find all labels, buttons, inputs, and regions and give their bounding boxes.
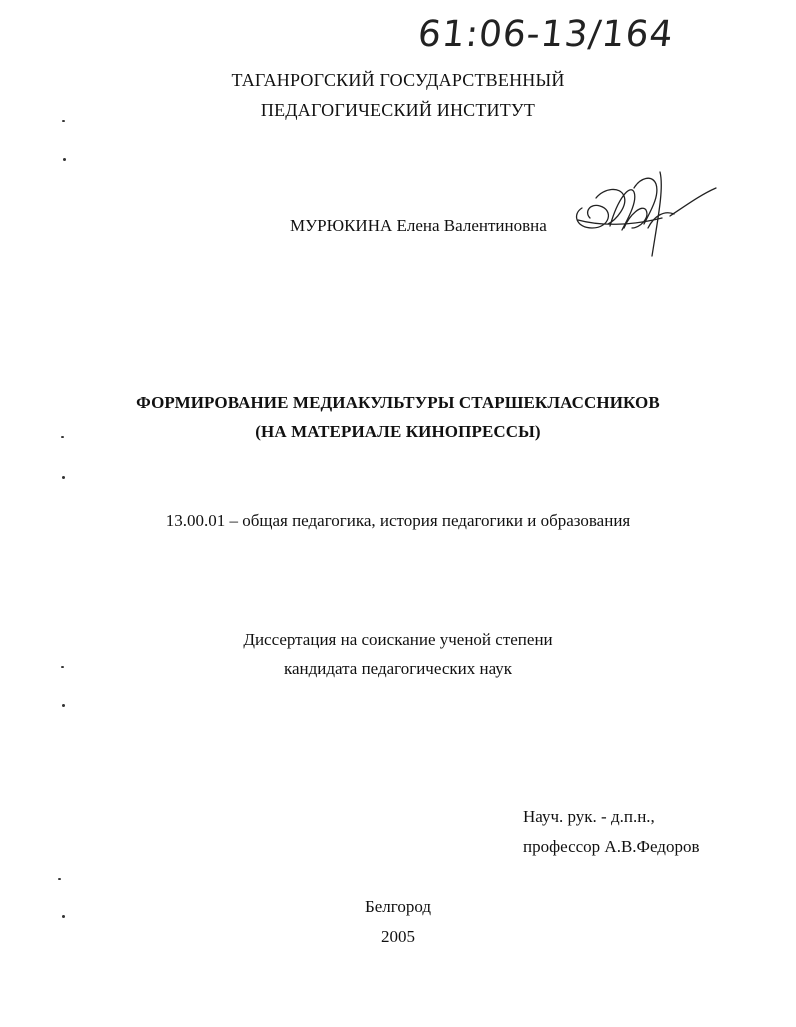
city: Белгород [365, 897, 431, 916]
scan-speck [61, 666, 64, 668]
scan-speck [63, 158, 66, 161]
specialty: 13.00.01 – общая педагогика, история педагогики и образования [165, 511, 631, 530]
year: 2005 [381, 927, 415, 946]
archive-code: 61:06-13/164 [415, 14, 676, 55]
dissertation-line-2: кандидата педагогических наук [283, 659, 513, 678]
dissertation-line-1: Диссертация на соискание ученой степени [243, 630, 553, 649]
signature-icon [570, 168, 720, 264]
institution-line-1: ТАГАНРОГСКИЙ ГОСУДАРСТВЕННЫЙ [231, 70, 565, 90]
institution-line-2: ПЕДАГОГИЧЕСКИЙ ИНСТИТУТ [260, 100, 536, 120]
scan-speck [62, 476, 65, 479]
advisor-line-2: профессор А.В.Федоров [523, 837, 700, 856]
scan-speck [61, 436, 64, 438]
scan-speck [62, 915, 65, 918]
advisor-line-1: Науч. рук. - д.п.н., [523, 807, 655, 826]
author-name: МУРЮКИНА Елена Валентиновна [290, 216, 547, 235]
thesis-title-line-1: ФОРМИРОВАНИЕ МЕДИАКУЛЬТУРЫ СТАРШЕКЛАССНИКОВ [136, 393, 660, 412]
scan-speck [62, 120, 65, 122]
scan-speck [58, 878, 61, 880]
scan-speck [62, 704, 65, 707]
thesis-title-line-2: (НА МАТЕРИАЛЕ КИНОПРЕССЫ) [255, 422, 541, 441]
